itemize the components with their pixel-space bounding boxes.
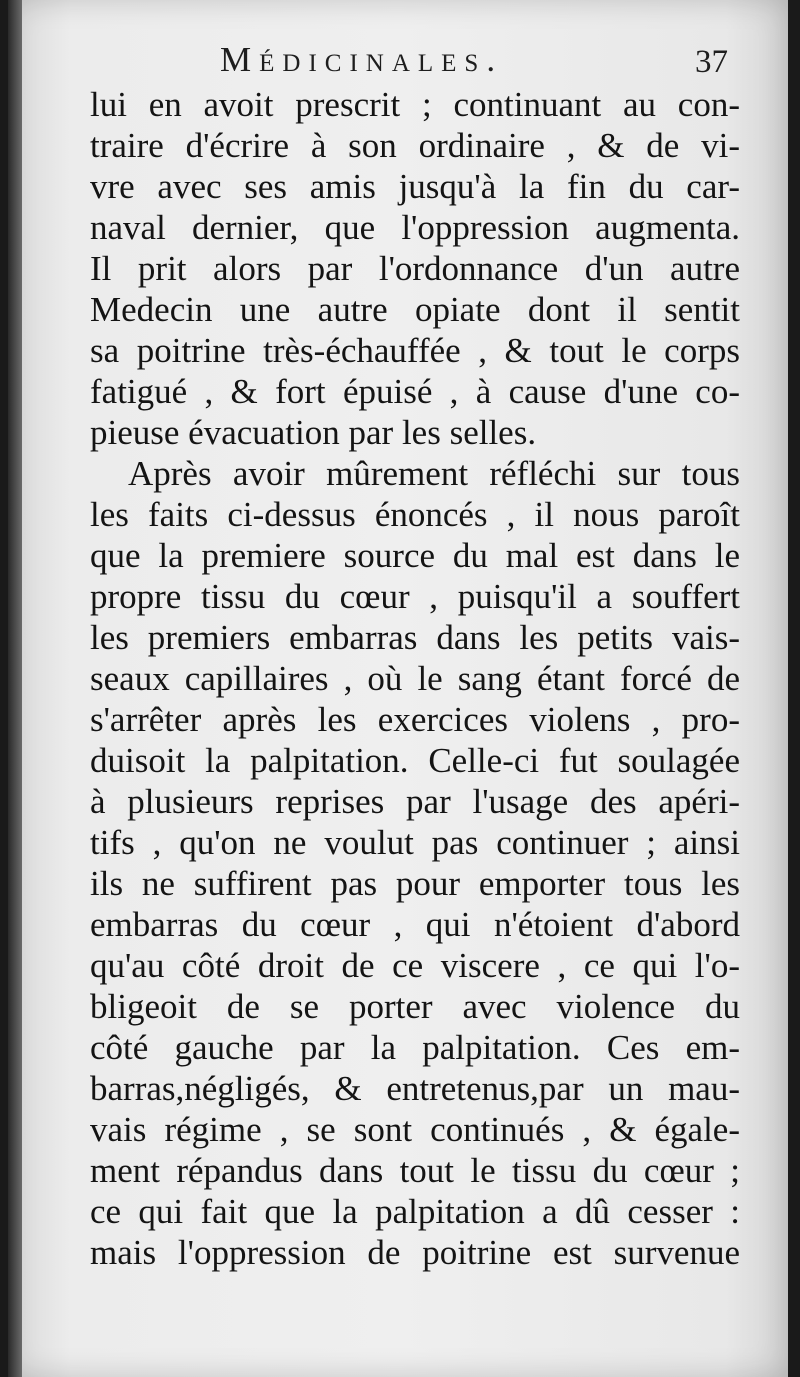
text-line: Après avoir mûrement réfléchi sur tous (128, 454, 740, 493)
text-line: vre avec ses amis jusqu'à la fin du car- (90, 167, 740, 206)
text-line: tifs , qu'on ne voulut pas continuer ; ainsi (90, 823, 740, 862)
text-line: seaux capillaires , où le sang étant forcé de (90, 659, 740, 698)
text-line: Il prit alors par l'ordonnance d'un autre (90, 249, 740, 288)
text-line: qu'au côté droit de ce viscere , ce qui l'o- (90, 946, 740, 985)
text-line: propre tissu du cœur , puisqu'il a souffert (90, 577, 740, 616)
text-line: Medecin une autre opiate dont il sentit (90, 290, 740, 329)
text-line: mais l'oppression de poitrine est survenue (90, 1233, 740, 1272)
page-header (208, 40, 748, 90)
page-number: 37 (695, 44, 728, 80)
body-text (90, 84, 740, 1273)
text-line: s'arrêter après les exercices violens , pro- (90, 700, 740, 739)
text-line: que la premiere source du mal est dans le (90, 536, 740, 575)
book-page (8, 0, 788, 1377)
text-line: barras,négligés, & entretenus,par un mau- (90, 1069, 740, 1108)
text-line: à plusieurs reprises par l'usage des apéri- (90, 782, 740, 821)
text-line: côté gauche par la palpitation. Ces em- (90, 1028, 740, 1067)
text-line: vais régime , se sont continués , & égale- (90, 1110, 740, 1149)
text-line: fatigué , & fort épuisé , à cause d'une co- (90, 372, 740, 411)
text-line: ment répandus dans tout le tissu du cœur ; (90, 1151, 740, 1190)
text-line: bligeoit de se porter avec violence du (90, 987, 740, 1026)
text-line: pieuse évacuation par les selles. (90, 413, 537, 452)
text-line: traire d'écrire à son ordinaire , & de vi- (90, 126, 740, 165)
text-line: duisoit la palpitation. Celle-ci fut soulagée (90, 741, 740, 780)
text-line: les faits ci-dessus énoncés , il nous paroît (90, 495, 740, 534)
text-line: les premiers embarras dans les petits vais- (90, 618, 740, 657)
text-line: sa poitrine très-échauffée , & tout le corps (90, 331, 740, 370)
running-title: Médicinales. (220, 40, 504, 79)
text-line: embarras du cœur , qui n'étoient d'abord (90, 905, 740, 944)
page-spine-shadow (8, 0, 22, 1377)
text-line: ce qui fait que la palpitation a dû cesser : (90, 1192, 740, 1231)
text-line: ils ne suffirent pas pour emporter tous les (90, 864, 740, 903)
text-line: lui en avoit prescrit ; continuant au con- (90, 85, 740, 124)
text-line: naval dernier, que l'oppression augmenta. (90, 208, 740, 247)
